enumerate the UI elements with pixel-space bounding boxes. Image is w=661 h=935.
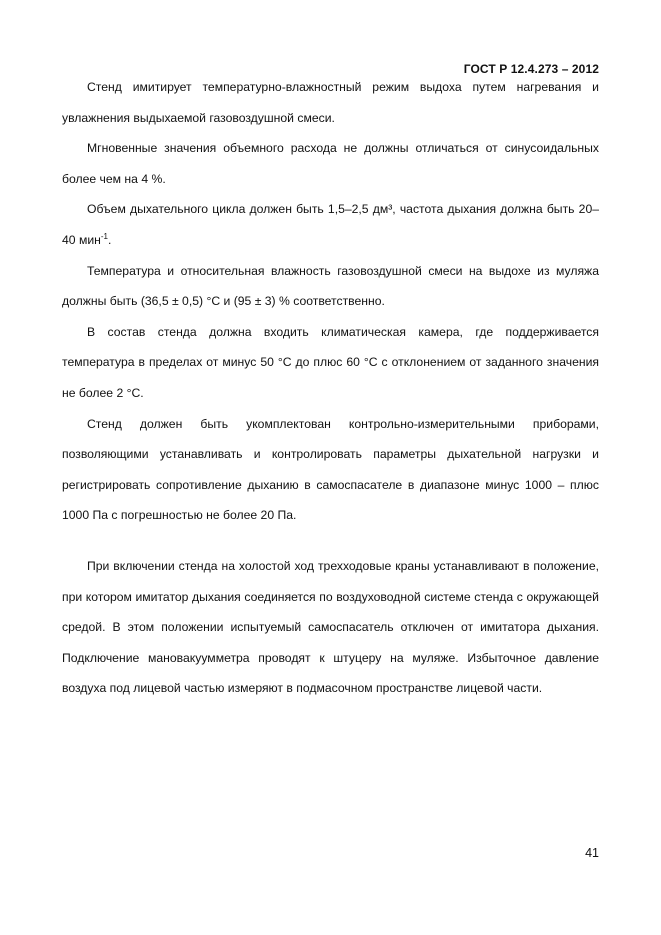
paragraph-climate-chamber: В состав стенда должна входить климатическая камера, где поддерживается температура в пределах от минус 50 °С до плюс 60 °С с отклонением от заданного значения не более 2 °С. bbox=[62, 324, 599, 400]
document-header: ГОСТ Р 12.4.273 – 2012 bbox=[463, 62, 599, 76]
paragraph-flow-deviation: Мгновенные значения объемного расхода не должны отличаться от синусоидальных более чем на 4 %. bbox=[62, 141, 599, 186]
paragraph-temperature-humidity: Температура и относительная влажность газовоздушной смеси на выдохе из муляжа должны быть (36,5 ± 0,5) °С и (95 ± 3) % соответственно. bbox=[62, 263, 599, 309]
paragraph-measuring-instruments: Стенд должен быть укомплектован контрольно-измерительными приборами, позволяющими устанавливать и контролировать параметры дыхательной нагрузки и регистрировать сопротивление дыханию в самоспасателе в диапазоне минус 1000 – плюс 1000 Па с погрешностью не более 20 Па. bbox=[62, 416, 599, 523]
paragraph-stand-exhalation-mode: Стенд имитирует температурно-влажностный режим выдоха путем нагревания и увлажнения выдыхаемой газовоздушной смеси. bbox=[62, 80, 599, 125]
breathing-cycle-text: Объем дыхательного цикла должен быть 1,5–2,5 дм³, частота дыхания должна быть 20–40 мин bbox=[62, 202, 599, 247]
paragraph-breathing-cycle bbox=[62, 194, 599, 255]
document-body bbox=[62, 72, 599, 704]
breathing-cycle-period: . bbox=[108, 232, 112, 247]
breathing-cycle-superscript: -1 bbox=[100, 231, 108, 241]
page-number: 41 bbox=[585, 846, 599, 860]
paragraph-idle-mode: При включении стенда на холостой ход трехходовые краны устанавливают в положение, при котором имитатор дыхания соединяется по воздуховодной системе стенда с окружающей средой. В этом положении испытуемый самоспасатель отключен от имитатора дыхания. Подключение мановакуумметра проводят к штуцеру на муляже. Избыточное давление воздуха под лицевой частью измеряют в подмасочном пространстве лицевой части. bbox=[62, 558, 599, 696]
